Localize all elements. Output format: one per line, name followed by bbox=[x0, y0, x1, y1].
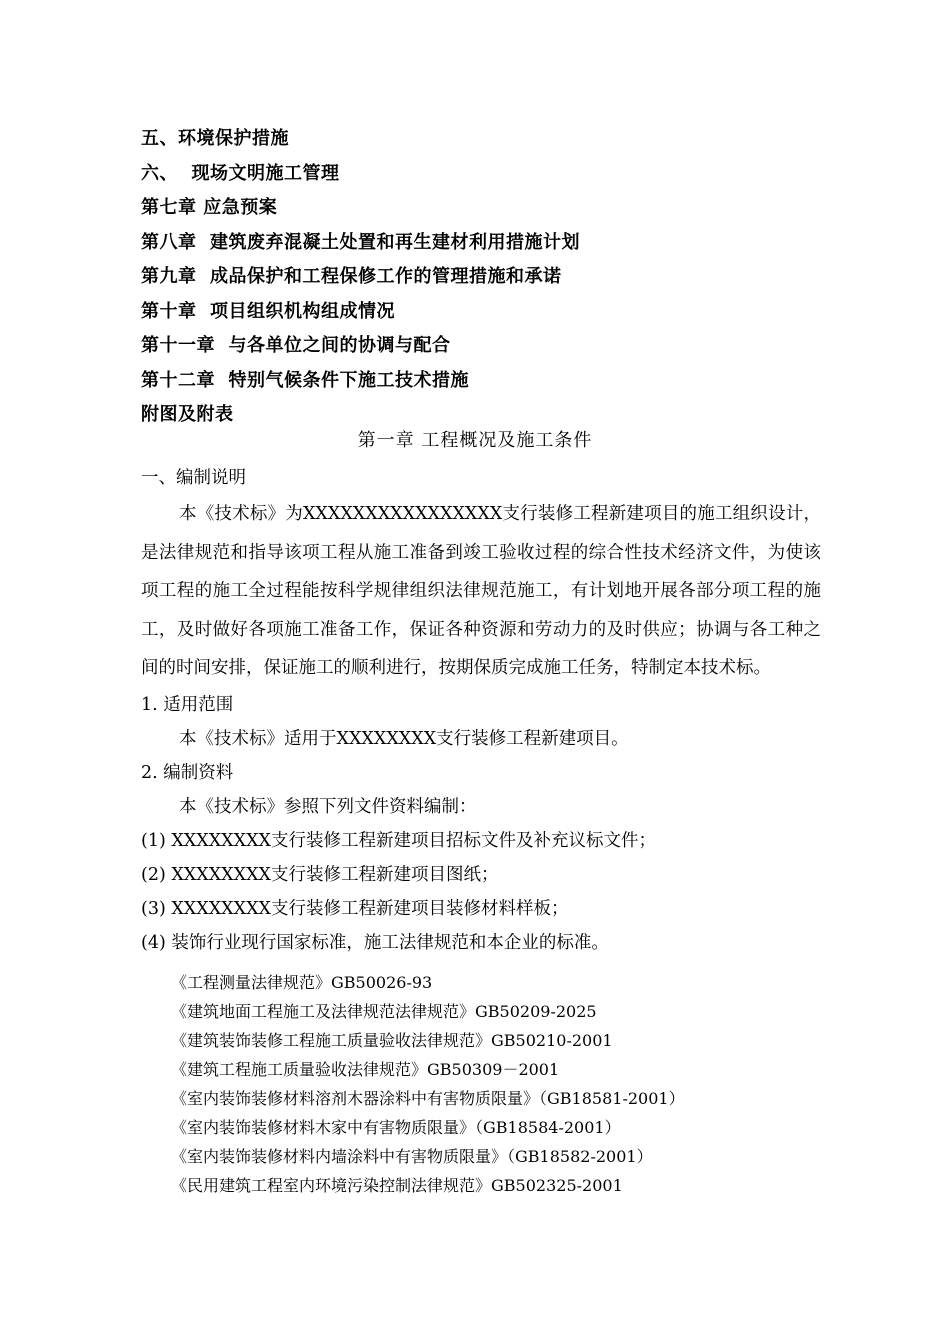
toc-item: 第八章 建筑废弃混凝土处置和再生建材利用措施计划 bbox=[141, 231, 581, 253]
scope-heading: 1. 适用范围 bbox=[141, 694, 234, 715]
scope-text: 本《技术标》适用于XXXXXXXX支行装修工程新建项目。 bbox=[179, 728, 629, 749]
materials-item: (3) XXXXXXXX支行装修工程新建项目装修材料样板； bbox=[141, 898, 569, 919]
standard-item: 《室内装饰装修材料溶剂木器涂料中有害物质限量》（GB18581-2001） bbox=[171, 1088, 685, 1108]
document-body bbox=[141, 461, 821, 1200]
table-of-contents bbox=[141, 122, 841, 433]
materials-heading: 2. 编制资料 bbox=[141, 762, 234, 783]
toc-item: 六、 现场文明施工管理 bbox=[141, 162, 340, 184]
toc-item: 第十章 项目组织机构组成情况 bbox=[141, 300, 396, 322]
section-heading: 一、编制说明 bbox=[141, 468, 246, 488]
standard-item: 《工程测量法律规范》GB50026-93 bbox=[171, 972, 433, 992]
materials-intro: 本《技术标》参照下列文件资料编制： bbox=[179, 796, 477, 817]
standards-list bbox=[141, 968, 821, 1200]
materials-item: (1) XXXXXXXX支行装修工程新建项目招标文件及补充议标文件； bbox=[141, 830, 657, 851]
materials-item: (2) XXXXXXXX支行装修工程新建项目图纸； bbox=[141, 864, 499, 885]
toc-item: 五、环境保护措施 bbox=[141, 128, 289, 149]
intro-paragraph: 本《技术标》为XXXXXXXXXXXXXXXX支行装修工程新建项目的施工组织设计，是法律规范和指导该项工程从施工准备到竣工验收过程的综合性技术经济文件，为使该项工程的施工全过程能按科学规律组织法律规范施工，有计划地开展各部分项工程的施工，及时做好各项施工准备工作，保证各种资源和劳动力的及时供应；协调与各工种之间的时间安排，保证施工的顺利进行，按期保质完成施工任务，特制定本技术标。 bbox=[141, 504, 821, 678]
toc-item: 第十二章 特别气候条件下施工技术措施 bbox=[141, 369, 470, 391]
standard-item: 《室内装饰装修材料木家中有害物质限量》（GB18584-2001） bbox=[171, 1117, 621, 1137]
standard-item: 《室内装饰装修材料内墙涂料中有害物质限量》（GB18582-2001） bbox=[171, 1146, 653, 1166]
toc-item: 第九章 成品保护和工程保修工作的管理措施和承诺 bbox=[141, 266, 562, 287]
toc-item: 附图及附表 bbox=[141, 404, 234, 425]
chapter-title: 第一章 工程概况及施工条件 bbox=[357, 430, 593, 451]
standard-item: 《建筑装饰装修工程施工质量验收法律规范》GB50210-2001 bbox=[171, 1030, 613, 1050]
standard-item: 《建筑工程施工质量验收法律规范》GB50309－2001 bbox=[171, 1059, 560, 1079]
toc-item: 第十一章 与各单位之间的协调与配合 bbox=[141, 335, 451, 356]
standard-item: 《民用建筑工程室内环境污染控制法律规范》GB502325-2001 bbox=[171, 1175, 623, 1195]
toc-item: 第七章 应急预案 bbox=[141, 197, 278, 218]
standard-item: 《建筑地面工程施工及法律规范法律规范》GB50209-2025 bbox=[171, 1001, 597, 1021]
materials-item: (4) 装饰行业现行国家标准，施工法律规范和本企业的标准。 bbox=[141, 932, 609, 953]
